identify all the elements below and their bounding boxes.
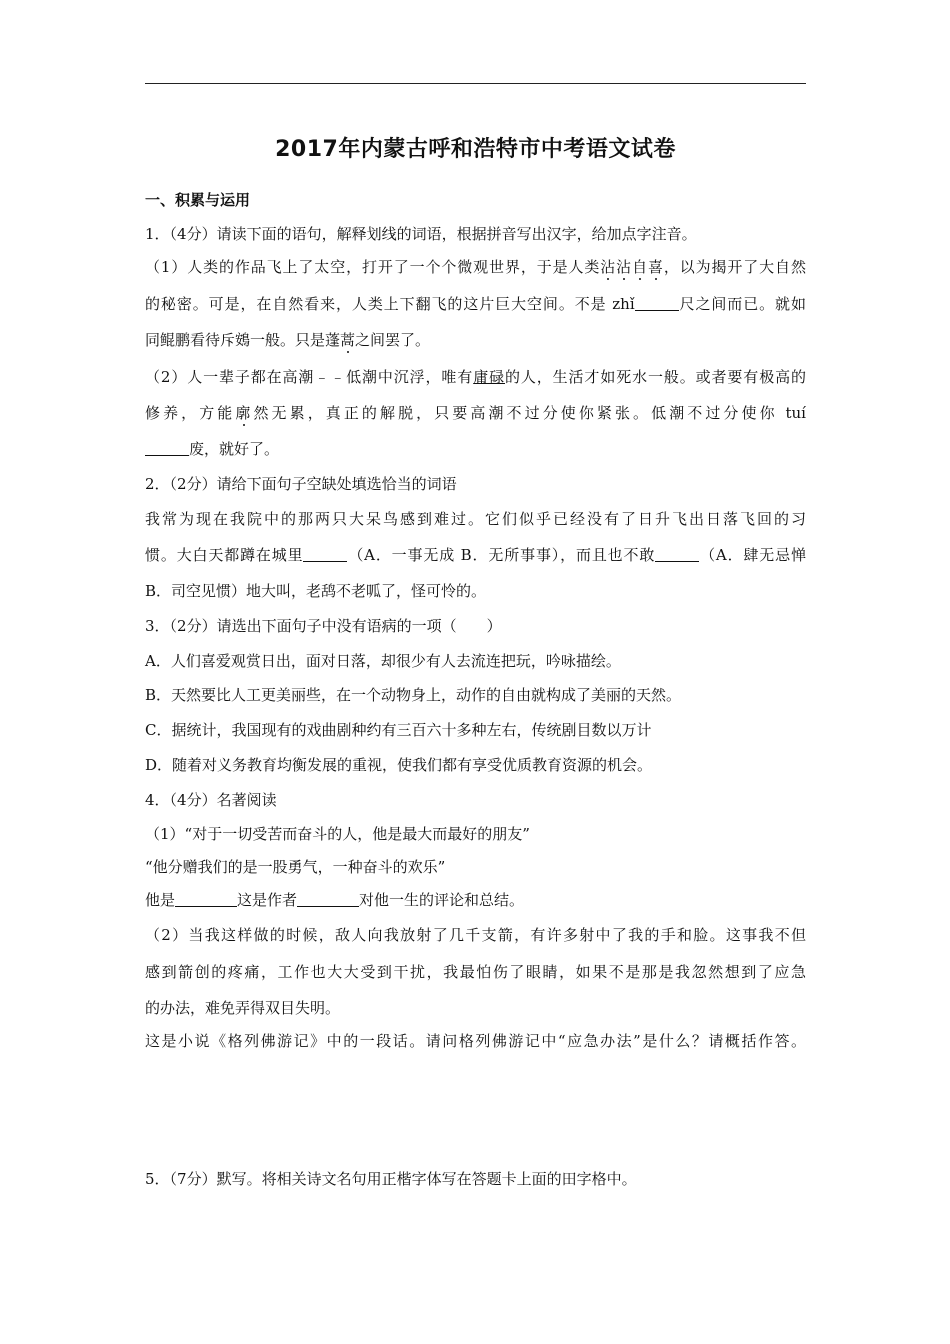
q1-passage2-line1: （2）人一辈子都在高潮﹣﹣低潮中沉浮，唯有庸碌的人，生活才如死水一般。或者要有极高的 [145, 368, 806, 386]
q4-sub1-quote2: “他分赠我们的是一股勇气，一种奋斗的欢乐” [145, 858, 446, 876]
q3-option-a[interactable]: A．人们喜爱观赏日出，面对日落，却很少有人去流连把玩，吟咏描绘。 [145, 652, 621, 670]
dotted-char: 自 [632, 258, 648, 276]
q4-sub1-prompt: 他是 这是作者 对他一生的评论和总结。 [145, 891, 525, 909]
q4-sub2-line1: （2）当我这样做的时候，敌人向我放射了几千支箭，有许多射中了我的手和脸。这事我不但 [145, 926, 806, 944]
q1-passage2-line2: 修养，方能廓然无累，真正的解脱，只要高潮不过分使你紧张。低潮不过分使你 tuí [145, 404, 806, 422]
q4-sub1-quote1: （1）“对于一切受苦而奋斗的人，他是最大而最好的朋友” [145, 825, 530, 843]
q2-line3: B．司空见惯）地大叫，老鸹不老呱了，怪可怜的。 [145, 582, 487, 600]
q1-stem: 1．（4分）请读下面的语句，解释划线的词语，根据拼音写出汉字，给加点字注音。 [145, 225, 697, 243]
q4-sub2-line3: 的办法，难免弄得双目失明。 [145, 999, 341, 1017]
q2-stem: 2．（2分）请给下面句子空缺处填选恰当的词语 [145, 475, 457, 493]
q1-passage1-line3: 同鲲鹏看待斥鴳一般。只是蓬蒿之间罢了。 [145, 331, 431, 349]
dotted-char: 廓 [235, 404, 254, 422]
dotted-char: 喜 [647, 258, 664, 276]
q3-option-d[interactable]: D．随着对义务教育均衡发展的重视，使我们都有享受优质教育资源的机会。 [145, 756, 653, 774]
q4-stem: 4．（4分）名著阅读 [145, 791, 277, 809]
q5-stem: 5．（7分）默写。将相关诗文名句用正楷字体写在答题卡上面的田字格中。 [145, 1170, 637, 1188]
q3-option-b[interactable]: B．天然要比人工更美丽些，在一个动物身上，动作的自由就构成了美丽的天然。 [145, 686, 682, 704]
q1-passage1-line2: 的秘密。可是，在自然看来，人类上下翻飞的这片巨大空间。不是 zhǐ 尺之间而已。就如 [145, 295, 806, 313]
q1-passage2-line3: 废，就好了。 [145, 439, 806, 459]
q4-sub2-line2: 感到箭创的疼痛，工作也大大受到干扰，我最怕伤了眼睛，如果不是那是我忽然想到了应急 [145, 963, 806, 981]
header-rule [145, 83, 806, 84]
dotted-char: 蒿 [340, 331, 356, 349]
q4-sub2-question: 这是小说《格列佛游记》中的一段话。请问格列佛游记中“应急办法”是什么？请概括作答。 [145, 1032, 806, 1050]
answer-blank[interactable] [145, 441, 189, 456]
answer-blank[interactable] [655, 547, 699, 562]
answer-blank[interactable] [635, 296, 679, 311]
q3-option-c[interactable]: C．据统计，我国现有的戏曲剧种约有三百六十多种左右，传统剧目数以万计 [145, 721, 652, 739]
section-heading: 一、积累与运用 [145, 191, 251, 209]
q2-line1: 我常为现在我院中的那两只大呆鸟感到难过。它们似乎已经没有了日升飞出日落飞回的习 [145, 510, 806, 528]
dotted-char: 沾 [600, 258, 617, 276]
answer-blank[interactable] [175, 892, 237, 907]
underlined-word: 庸碌 [473, 368, 505, 386]
page-title: 2017年内蒙古呼和浩特市中考语文试卷 [275, 137, 676, 162]
answer-blank[interactable] [303, 547, 347, 562]
answer-blank[interactable] [297, 892, 359, 907]
dotted-char: 沾 [616, 258, 633, 276]
q1-passage1-line1: （1）人类的作品飞上了太空，打开了一个个微观世界，于是人类沾沾自喜，以为揭开了大自然 [145, 258, 806, 276]
q2-line2: 惯。大白天都蹲在城里 （A．一事无成 B．无所事事），而且也不敢 （A．肆无忌惮 [145, 546, 806, 564]
q3-stem: 3．（2分）请选出下面句子中没有语病的一项（ ） [145, 617, 502, 635]
